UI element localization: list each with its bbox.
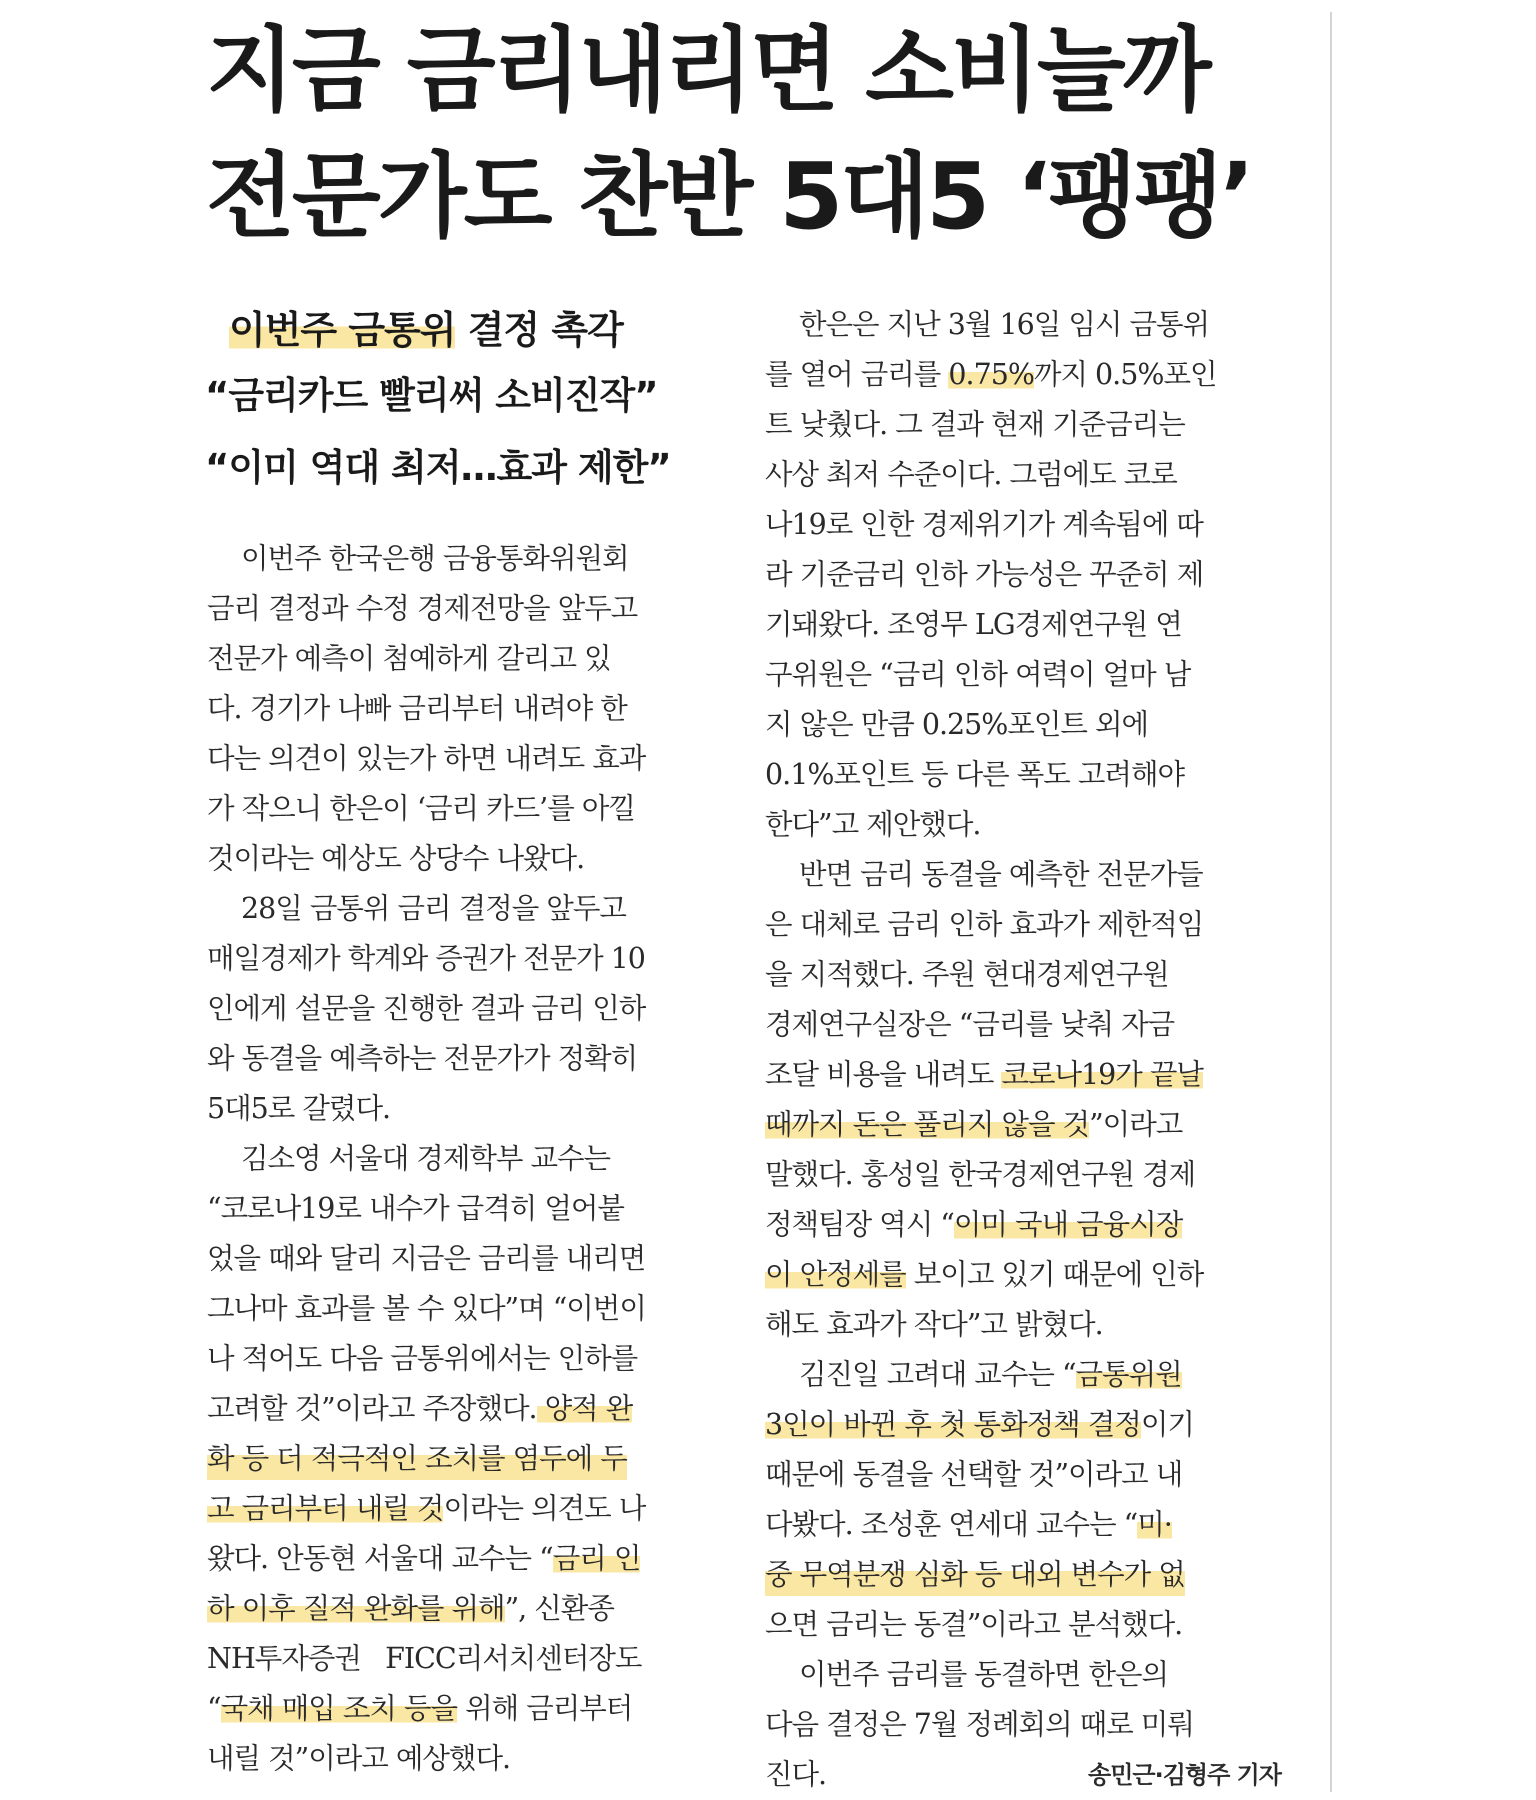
text-run: “코로나19로 내수가 급격히 얼어붙 (207, 1192, 624, 1225)
subhead-main (207, 300, 723, 360)
text-run: 와 동결을 예측하는 전문가가 정확히 (207, 1042, 638, 1075)
text-run: 이번주 한국은행 금융통화위원회 (241, 542, 629, 575)
text-line (765, 1500, 1281, 1550)
headline-line-1: 지금 금리내리면 소비늘까 (206, 17, 1209, 124)
text-run: 은 대체로 금리 인하 효과가 제한적임 (765, 908, 1204, 941)
text-run (799, 1350, 1182, 1400)
text-run: 정책팀장 역시 “ (765, 1208, 954, 1241)
text-line (765, 1650, 1281, 1700)
text-line (207, 684, 723, 734)
text-line (207, 1184, 723, 1234)
highlighted-text: 하 이후 질적 완화를 위해 (207, 1592, 505, 1625)
byline: 송민근·김형주 기자 (1088, 1761, 1281, 1789)
text-run: 기돼왔다. 조영무 LG경제연구원 연 (765, 608, 1182, 641)
text-run: 라 기준금리 인하 가능성은 꾸준히 제 (765, 558, 1204, 591)
text-run: 나 적어도 다음 금통위에서는 인하를 (207, 1342, 638, 1375)
text-line (207, 1534, 723, 1584)
text-line (207, 984, 723, 1034)
text-line (765, 1350, 1281, 1400)
text-run: 고려할 것”이라고 주장했다. (207, 1392, 537, 1425)
text-line (207, 1034, 723, 1084)
highlighted-text: 0.75% (948, 358, 1034, 391)
text-line (765, 850, 1281, 900)
paragraph (765, 1650, 1281, 1800)
text-run: 을 지적했다. 주원 현대경제연구원 (765, 958, 1169, 991)
text-line (207, 1084, 723, 1134)
column-rule (1330, 12, 1332, 1792)
text-line (207, 584, 723, 634)
text-line (765, 1050, 1281, 1100)
highlighted-text: 양적 완 (536, 1392, 633, 1425)
text-line (207, 1334, 723, 1384)
paragraph (765, 850, 1281, 1350)
paragraph (207, 884, 723, 1134)
text-line (207, 1634, 723, 1684)
subhead-highlight: 이번주 금통위 (229, 308, 456, 352)
text-run: 0.1%포인트 등 다른 폭도 고려해야 (765, 758, 1185, 791)
text-run: 이라는 의견도 나 (443, 1492, 646, 1525)
highlighted-text: 코로나19가 끝날 (1001, 1058, 1203, 1091)
text-line (765, 500, 1281, 550)
highlighted-text: 3인이 바뀐 후 첫 통화정책 결정 (765, 1408, 1141, 1441)
text-line (765, 950, 1281, 1000)
text-run: 다음 결정은 7월 정례회의 때로 미뤄 (765, 1708, 1194, 1741)
text-run: 이기 (1140, 1408, 1194, 1441)
text-run: 금리 결정과 수정 경제전망을 앞두고 (207, 592, 638, 625)
highlighted-text: 중 무역분쟁 심화 등 대외 변수가 없 (765, 1550, 1185, 1600)
text-run: NH투자증권 FICC리서치센터장도 (207, 1642, 642, 1675)
text-run: 다는 의견이 있는가 하면 내려도 효과 (207, 742, 646, 775)
text-line (207, 1734, 723, 1784)
text-run (207, 1584, 614, 1634)
text-line (207, 1484, 723, 1534)
text-run (765, 1050, 1203, 1100)
text-line (765, 650, 1281, 700)
text-run: 다봤다. 조성훈 연세대 교수는 “ (765, 1508, 1138, 1541)
text-run (207, 1534, 640, 1584)
text-line (765, 1250, 1281, 1300)
text-line (765, 450, 1281, 500)
text-line (765, 1550, 1281, 1600)
text-run: 왔다. 안동현 서울대 교수는 “ (207, 1542, 553, 1575)
headline-line-2: 전문가도 찬반 5대5 ‘팽팽’ (206, 143, 1252, 250)
highlighted-text: 고 금리부터 내릴 것 (207, 1492, 444, 1525)
text-run: 매일경제가 학계와 증권가 전문가 10 (207, 942, 645, 975)
highlighted-text: 금리 인 (552, 1542, 641, 1575)
text-run: 다. 경기가 나빠 금리부터 내려야 한 (207, 692, 627, 725)
text-line (765, 1000, 1281, 1050)
subhead-quote-1: “금리카드 빨리써 소비진작” (205, 374, 658, 417)
text-line (765, 1100, 1281, 1150)
text-line (207, 534, 723, 584)
text-run: 나19로 인한 경제위기가 계속됨에 따 (765, 508, 1203, 541)
text-line (207, 1284, 723, 1334)
text-run: 말했다. 홍성일 한국경제연구원 경제 (765, 1158, 1196, 1191)
highlighted-text: 때까지 돈은 풀리지 않을 것 (765, 1108, 1090, 1141)
text-run (765, 1400, 1194, 1450)
text-run: 를 열어 금리를 (765, 358, 949, 391)
text-run: 김진일 고려대 교수는 “ (799, 1358, 1076, 1391)
text-run: 사상 최저 수준이다. 그럼에도 코로 (765, 458, 1177, 491)
paragraph (207, 1134, 723, 1784)
text-line (207, 884, 723, 934)
text-line (207, 1684, 723, 1734)
text-run: 이번주 금리를 동결하면 한은의 (799, 1658, 1169, 1691)
text-line (765, 1400, 1281, 1450)
highlighted-text: 화 등 더 적극적인 조치를 염두에 두 (207, 1434, 627, 1484)
text-line (765, 400, 1281, 450)
text-line (207, 1434, 723, 1484)
text-line (765, 1450, 1281, 1500)
text-run: 한은은 지난 3월 16일 임시 금통위 (799, 308, 1210, 341)
text-run: 김소영 서울대 경제학부 교수는 (241, 1142, 611, 1175)
text-line (207, 1234, 723, 1284)
text-run: 구위원은 “금리 인하 여력이 얼마 남 (765, 658, 1191, 691)
text-run: ”, 신환종 (504, 1592, 614, 1625)
text-run: 위해 금리부터 (457, 1692, 633, 1725)
text-line (765, 300, 1281, 350)
text-line (207, 634, 723, 684)
left-column (207, 300, 723, 1784)
text-run (765, 1100, 1182, 1150)
text-line (207, 734, 723, 784)
text-run: 것이라는 예상도 상당수 나왔다. (207, 842, 585, 875)
text-line (207, 934, 723, 984)
text-run: 으면 금리는 동결”이라고 분석했다. (765, 1608, 1183, 1641)
text-line (765, 750, 1281, 800)
text-line (207, 834, 723, 884)
text-line (207, 784, 723, 834)
highlighted-text: 국채 매입 조치 등을 (220, 1692, 458, 1725)
text-line (765, 1600, 1281, 1650)
subhead-rest: 결정 촉각 (455, 308, 623, 352)
text-line (765, 550, 1281, 600)
text-line (765, 1200, 1281, 1250)
text-run (207, 1684, 632, 1734)
text-line (207, 1584, 723, 1634)
text-run: 5대5로 갈렸다. (207, 1092, 391, 1125)
text-run: 해도 효과가 작다”고 밝혔다. (765, 1308, 1103, 1341)
text-run: 때문에 동결을 선택할 것”이라고 내 (765, 1458, 1183, 1491)
text-line (765, 1300, 1281, 1350)
text-run (765, 1500, 1172, 1550)
highlighted-text: 미· (1137, 1508, 1172, 1541)
text-run (765, 1250, 1203, 1300)
text-run: 었을 때와 달리 지금은 금리를 내리면 (207, 1242, 646, 1275)
text-line (765, 350, 1281, 400)
text-run: 지 않은 만큼 0.25%포인트 외에 (765, 708, 1149, 741)
headline (206, 8, 1316, 260)
text-run: ”이라고 (1089, 1108, 1183, 1141)
text-run (765, 1200, 1182, 1250)
text-run (207, 1384, 632, 1434)
paragraph (207, 534, 723, 884)
text-run: 반면 금리 동결을 예측한 전문가들 (799, 858, 1203, 891)
paragraph (765, 1350, 1281, 1650)
text-line (207, 1384, 723, 1434)
highlighted-text: 이 안정세를 (765, 1258, 906, 1291)
text-run: 경제연구실장은 “금리를 낮춰 자금 (765, 1008, 1175, 1041)
text-line (765, 1150, 1281, 1200)
text-run: 그나마 효과를 볼 수 있다”며 “이번이 (207, 1292, 646, 1325)
text-run: 인에게 설문을 진행한 결과 금리 인하 (207, 992, 646, 1025)
text-run: 조달 비용을 내려도 (765, 1058, 1002, 1091)
text-run: 28일 금통위 금리 결정을 앞두고 (241, 892, 626, 925)
text-run: 진다. (765, 1758, 827, 1791)
text-run: 트 낮췄다. 그 결과 현재 기준금리는 (765, 408, 1185, 441)
text-run: 한다”고 제안했다. (765, 808, 981, 841)
text-run: 보이고 있기 때문에 인하 (905, 1258, 1204, 1291)
text-run: 전문가 예측이 첨예하게 갈리고 있 (207, 642, 611, 675)
subhead-quote-2: “이미 역대 최저…효과 제한” (205, 446, 671, 489)
paragraph (765, 300, 1281, 850)
text-run: 까지 0.5%포인 (1033, 358, 1217, 391)
highlighted-text: 이미 국내 금융시장 (953, 1208, 1183, 1241)
text-line (207, 1134, 723, 1184)
text-line (765, 1700, 1281, 1750)
text-run (765, 350, 1217, 400)
text-line (765, 600, 1281, 650)
text-run: 내릴 것”이라고 예상했다. (207, 1742, 511, 1775)
highlighted-text: 금통위원 (1075, 1358, 1182, 1391)
text-line (765, 1750, 1281, 1800)
subheads (207, 300, 723, 504)
text-run: “ (207, 1692, 221, 1725)
text-run (207, 1484, 645, 1534)
text-run: 가 작으니 한은이 ‘금리 카드’를 아낄 (207, 792, 635, 825)
text-line (765, 900, 1281, 950)
text-line (765, 700, 1281, 750)
right-column (765, 300, 1281, 1800)
text-line (765, 800, 1281, 850)
